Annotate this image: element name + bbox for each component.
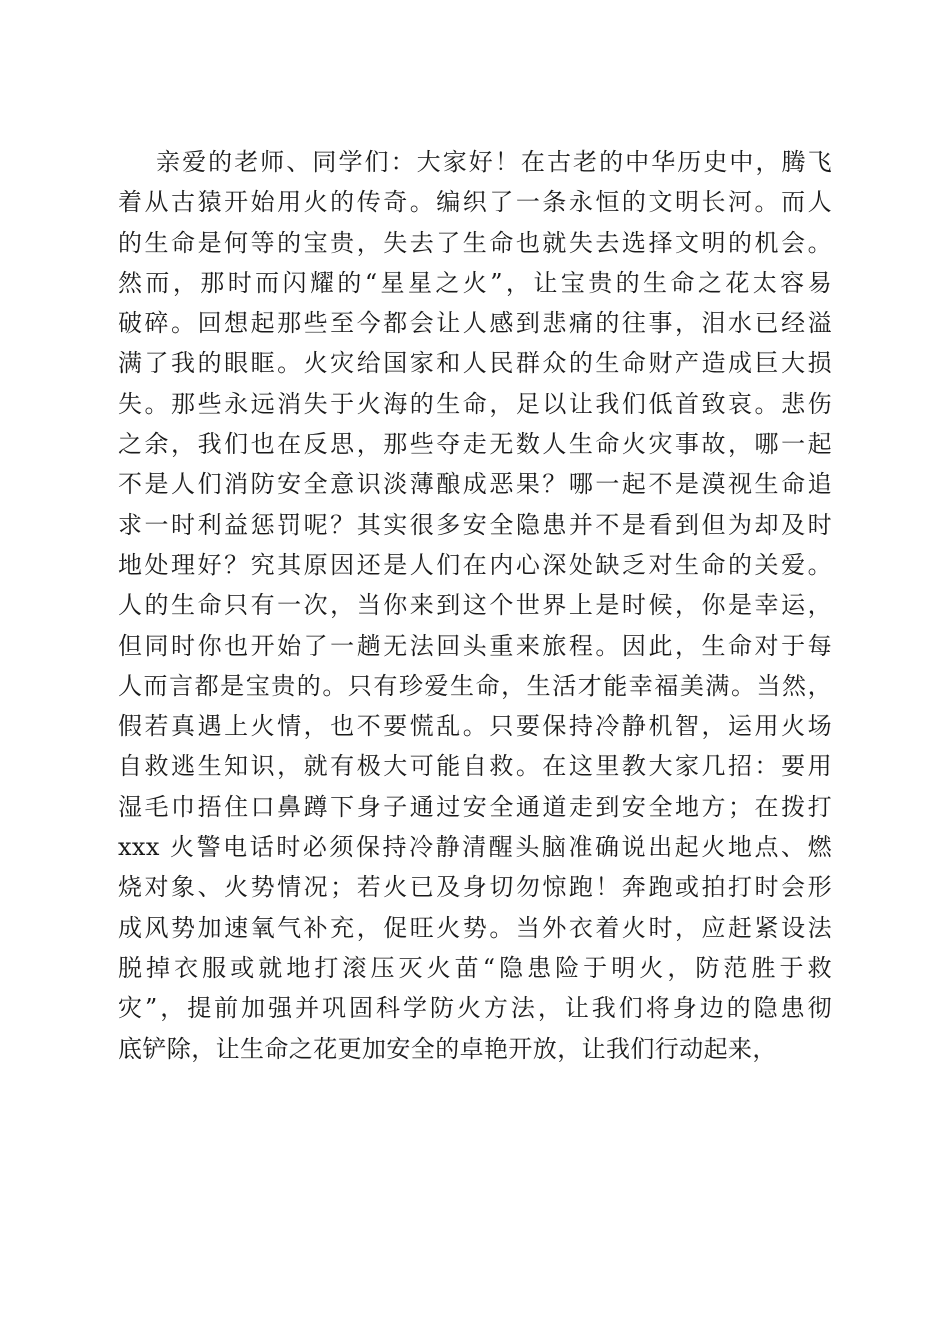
paragraph-line-23: 底铲除，让生命之花更加安全的卓艳开放，让我们行动起来， [118,1034,777,1063]
paragraph-line-15: 假若真遇上火情，也不要慌乱。只要保持冷静机智，运用火场 [118,712,832,741]
paragraph-line-4: 然而，那时而闪耀的“星星之火”，让宝贵的生命之花太容易 [118,268,832,297]
paragraph-line-10: 求一时利益惩罚呢？其实很多安全隐患并不是看到但为却及时 [118,510,832,539]
paragraph-line-5: 破碎。回想起那些至今都会让人感到悲痛的往事，泪水已经溢 [118,309,832,338]
paragraph-line-13: 但同时你也开始了一趟无法回头重来旅程。因此，生命对于每 [118,631,832,660]
paragraph-line-17: 湿毛巾捂住口鼻蹲下身子通过安全通道走到安全地方；在拨打 [118,792,832,821]
paragraph-line-3: 的生命是何等的宝贵，失去了生命也就失去选择文明的机会。 [118,228,832,257]
paragraph-line-20: 成风势加速氧气补充，促旺火势。当外衣着火时，应赶紧设法 [118,913,832,942]
speech-paragraph [118,142,832,1069]
paragraph-line-9: 不是人们消防安全意识淡薄酿成恶果？哪一起不是漠视生命追 [118,470,832,499]
paragraph-line-21: 脱掉衣服或就地打滚压灭火苗“隐患险于明火，防范胜于救 [118,953,832,982]
paragraph-line-2: 着从古猿开始用火的传奇。编织了一条永恒的文明长河。而人 [118,188,832,217]
paragraph-line-22: 灾”，提前加强并巩固科学防火方法，让我们将身边的隐患彻 [118,994,832,1023]
paragraph-line-16: 自救逃生知识，就有极大可能自救。在这里教大家几招：要用 [118,752,832,781]
paragraph-line-12: 人的生命只有一次，当你来到这个世界上是时候，你是幸运， [118,591,832,620]
paragraph-line-7: 失。那些永远消失于火海的生命，足以让我们低首致哀。悲伤 [118,389,832,418]
paragraph-line-6: 满了我的眼眶。火灾给国家和人民群众的生命财产造成巨大损 [118,349,832,378]
paragraph-line-14: 人而言都是宝贵的。只有珍爱生命，生活才能幸福美满。当然， [118,671,832,700]
paragraph-line-8: 之余，我们也在反思，那些夺走无数人生命火灾事故，哪一起 [118,430,832,459]
paragraph-line-19: 烧对象、火势情况；若火已及身切勿惊跑！奔跑或拍打时会形 [118,873,832,902]
paragraph-line-1: 亲爱的老师、同学们：大家好！在古老的中华历史中，腾飞 [156,148,832,176]
paragraph-line-11: 地处理好？究其原因还是人们在内心深处缺乏对生命的关爱。 [118,550,832,579]
paragraph-line-18: xxx 火警电话时必须保持冷静清醒头脑准确说出起火地点、燃 [118,833,832,862]
